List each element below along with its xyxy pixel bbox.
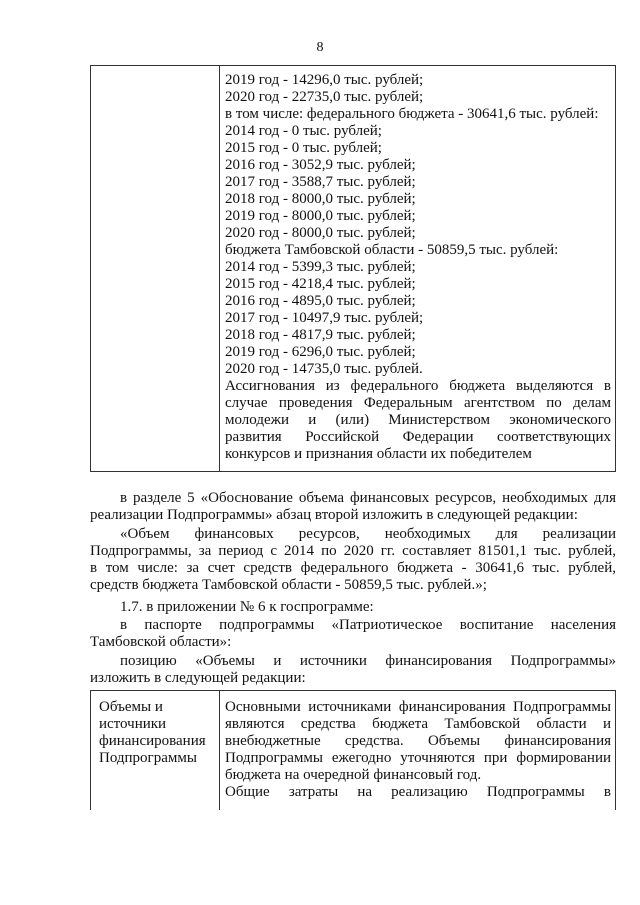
budget-line: 2017 год - 10497,9 тыс. рублей;	[225, 310, 424, 326]
right-cell-line: внебюджетные средства. Объемы финансирования	[225, 733, 611, 749]
text-line: Тамбовской области»:	[90, 634, 232, 650]
right-cell-line: являются средства бюджета Тамбовской области и	[225, 716, 611, 732]
right-cell-line: Общие затраты на реализацию Подпрограммы в	[225, 784, 611, 800]
table-left-cell	[99, 699, 215, 767]
page-number: 8	[316, 40, 324, 55]
table-budget-continuation	[90, 65, 616, 472]
budget-line: в том числе: федерального бюджета - 30641,6 тыс. рублей:	[225, 106, 599, 122]
budget-line: 2020 год - 14735,0 тыс. рублей.	[225, 361, 423, 377]
text-line: реализации Подпрограммы» абзац второй изложить в следующей редакции:	[90, 507, 578, 523]
budget-line: бюджета Тамбовской области - 50859,5 тыс. рублей:	[225, 242, 559, 258]
budget-line: 2016 год - 4895,0 тыс. рублей;	[225, 293, 416, 309]
item-1-7	[90, 599, 616, 616]
budget-line: 2015 год - 0 тыс. рублей;	[225, 140, 382, 156]
left-cell-line: финансирования	[99, 733, 206, 749]
text-line: в паспорте подпрограммы «Патриотическое воспитание населения	[120, 617, 616, 633]
table-right-cell	[225, 699, 611, 801]
volume-paragraph	[90, 526, 616, 594]
budget-line: 2015 год - 4218,4 тыс. рублей;	[225, 276, 416, 292]
section5-paragraph	[90, 490, 616, 524]
assignment-paragraph-line: случае проведения Федеральным агентством по делам	[225, 395, 611, 411]
budget-line: 2016 год - 3052,9 тыс. рублей;	[225, 157, 416, 173]
text-line: «Объем финансовых ресурсов, необходимых для реализации	[120, 526, 616, 542]
budget-line: 2019 год - 6296,0 тыс. рублей;	[225, 344, 416, 360]
table-right-cell	[225, 72, 611, 463]
text-line: в разделе 5 «Обоснование объема финансовых ресурсов, необходимых для	[120, 490, 616, 506]
budget-line: 2018 год - 4817,9 тыс. рублей;	[225, 327, 416, 343]
table-funding-sources	[90, 690, 616, 810]
table-column-divider	[219, 691, 220, 810]
budget-line: 2020 год - 22735,0 тыс. рублей;	[225, 89, 424, 105]
right-cell-line: Основными источниками финансирования Подпрограммы	[225, 699, 611, 715]
text-line: средств бюджета Тамбовской области - 50859,5 тыс. рублей.»;	[90, 577, 487, 593]
position-paragraph	[90, 653, 616, 687]
budget-line: 2014 год - 5399,3 тыс. рублей;	[225, 259, 416, 275]
assignment-paragraph-line: конкурсов и признания области их победителем	[225, 446, 532, 462]
text-line: позицию «Объемы и источники финансирования Подпрограммы»	[120, 653, 616, 669]
text-line: в том числе: за счет средств федерального бюджета - 30641,6 тыс. рублей,	[90, 560, 616, 576]
left-cell-line: Объемы и	[99, 699, 163, 715]
assignment-paragraph-line: Ассигнования из федерального бюджета выделяются в	[225, 378, 611, 394]
text-line: изложить в следующей редакции:	[90, 670, 306, 686]
right-cell-line: Подпрограммы ежегодно уточняются при формировании	[225, 750, 611, 766]
text-line: 1.7. в приложении № 6 к госпрограмме:	[120, 599, 374, 615]
assignment-paragraph-line: молодежи и (или) Министерством экономического	[225, 412, 611, 428]
budget-line: 2014 год - 0 тыс. рублей;	[225, 123, 382, 139]
budget-line: 2020 год - 8000,0 тыс. рублей;	[225, 225, 416, 241]
left-cell-line: источники	[99, 716, 167, 732]
assignment-paragraph-line: развития Российской Федерации соответствующих	[225, 429, 611, 445]
table-column-divider	[219, 66, 220, 471]
left-cell-line: Подпрограммы	[99, 750, 197, 766]
budget-line: 2017 год - 3588,7 тыс. рублей;	[225, 174, 416, 190]
budget-line: 2019 год - 8000,0 тыс. рублей;	[225, 208, 416, 224]
budget-line: 2019 год - 14296,0 тыс. рублей;	[225, 72, 424, 88]
passport-paragraph	[90, 617, 616, 651]
budget-line: 2018 год - 8000,0 тыс. рублей;	[225, 191, 416, 207]
right-cell-line: бюджета на очередной финансовый год.	[225, 767, 482, 783]
text-line: Подпрограммы, за период с 2014 по 2020 гг. составляет 81501,1 тыс. рублей,	[90, 543, 616, 559]
